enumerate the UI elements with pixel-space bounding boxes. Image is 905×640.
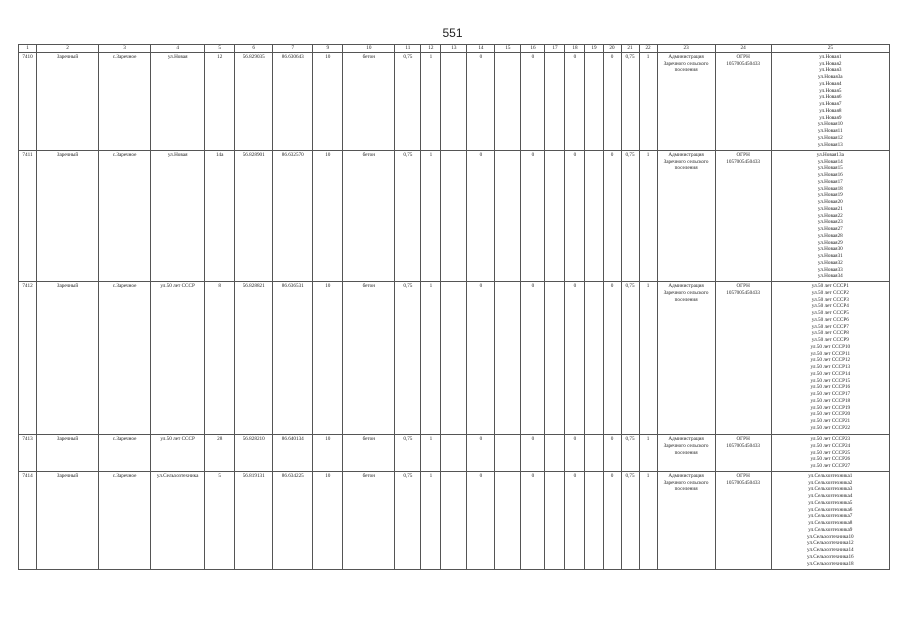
address-item: ул.Новая21	[817, 205, 843, 212]
address-item: ул.50 лет СССР18	[810, 397, 851, 404]
address-item: ул.Сельхозтехника14	[807, 547, 854, 553]
material-cell: бетон	[343, 282, 395, 435]
col22-cell: 1	[639, 150, 657, 281]
house-number-cell: 8	[205, 282, 235, 435]
ogrn-cell	[715, 282, 771, 435]
col12-cell: 1	[421, 52, 441, 150]
address-item: ул.Сельхозтехника1	[808, 472, 853, 479]
column-number: 11	[395, 45, 421, 53]
address-item: ул.Новая13а	[816, 151, 844, 158]
table-row	[19, 471, 890, 569]
address-item: ул.50 лет СССР8	[811, 330, 849, 337]
col18-cell: 0	[565, 282, 585, 435]
locality-cell: с.Заречное	[99, 150, 151, 281]
owner-cell: Администрация Заречного сельского поселения	[657, 435, 715, 472]
address-item: ул.Новая29	[817, 239, 843, 246]
address-item: ул.Новая1	[819, 53, 842, 60]
material-cell: бетон	[343, 435, 395, 472]
col21-cell: 0,75	[621, 435, 639, 472]
latitude-cell: 56.828901	[235, 150, 273, 281]
longitude-cell: 86.640134	[273, 435, 313, 472]
col19-cell	[585, 52, 603, 150]
address-item: ул.Новая30	[817, 246, 843, 253]
col20-cell: 0	[603, 282, 621, 435]
ogrn-label: ОГРН	[736, 53, 750, 60]
column-number-row	[19, 45, 890, 53]
column-number: 25	[771, 45, 889, 53]
col22-cell: 1	[639, 471, 657, 569]
address-item: ул.Сельхозтехника16	[807, 553, 854, 560]
served-addresses-cell	[771, 52, 889, 150]
address-item: ул.50 лет СССР16	[810, 384, 851, 391]
col14-cell: 0	[467, 52, 495, 150]
col19-cell	[585, 435, 603, 472]
address-item: ул.Новая4	[819, 80, 842, 87]
address-item: ул.Сельхозтехника10	[807, 533, 854, 540]
col13-cell	[441, 150, 467, 281]
col11-cell: 0,75	[395, 150, 421, 281]
address-item: ул.50 лет СССР11	[810, 350, 851, 357]
col9-cell: 10	[313, 471, 343, 569]
address-item: ул.Новая7	[819, 101, 842, 107]
address-item: ул.50 лет СССР6	[811, 316, 849, 323]
col18-cell: 0	[565, 435, 585, 472]
col13-cell	[441, 435, 467, 472]
col20-cell: 0	[603, 471, 621, 569]
address-item: ул.50 лет СССР20	[810, 411, 851, 418]
address-item: ул.Новая11	[818, 128, 843, 134]
col12-cell: 1	[421, 435, 441, 472]
ogrn-value: 1057005450433	[726, 442, 760, 449]
col21-cell: 0,75	[621, 471, 639, 569]
col16-cell: 0	[521, 150, 545, 281]
ogrn-value: 1057005450433	[726, 60, 760, 67]
col12-cell: 1	[421, 150, 441, 281]
col19-cell	[585, 282, 603, 435]
address-item: ул.Сельхозтехника4	[808, 493, 853, 499]
col22-cell: 1	[639, 52, 657, 150]
address-item: ул.50 лет СССР22	[810, 424, 851, 431]
col9-cell: 10	[313, 52, 343, 150]
address-item: ул.Новая28	[817, 232, 843, 239]
house-number-cell: 12	[205, 52, 235, 150]
registry-table	[18, 44, 890, 570]
address-item: ул.Сельхозтехника6	[808, 506, 853, 513]
col22-cell: 1	[639, 282, 657, 435]
settlement-cell: Заречный	[37, 471, 99, 569]
address-item: ул.Новая3а	[818, 74, 843, 80]
served-addresses-cell	[771, 150, 889, 281]
street-cell: ул.Сельхозтехника	[151, 471, 205, 569]
column-number: 2	[37, 45, 99, 53]
owner-cell: Администрация Заречного сельского поселения	[657, 52, 715, 150]
col17-cell	[545, 150, 565, 281]
address-item: ул.Сельхозтехника3	[808, 486, 853, 493]
street-cell: ул.Новая	[151, 52, 205, 150]
col22-cell: 1	[639, 435, 657, 472]
col11-cell: 0,75	[395, 435, 421, 472]
material-cell: бетон	[343, 471, 395, 569]
address-item: ул.50 лет СССР17	[810, 391, 851, 397]
col14-cell: 0	[467, 282, 495, 435]
house-number-cell: 14а	[205, 150, 235, 281]
address-item: ул.Новая17	[817, 178, 843, 185]
col15-cell	[495, 150, 521, 281]
address-item: ул.Новая14	[817, 158, 843, 165]
address-item: ул.Новая15	[817, 165, 843, 172]
address-item: ул.Сельхозтехника18	[807, 560, 854, 567]
column-number: 21	[621, 45, 639, 53]
ogrn-label: ОГРН	[736, 283, 750, 289]
column-number: 14	[467, 45, 495, 53]
column-number: 18	[565, 45, 585, 53]
address-item: ул.Новая22	[817, 212, 843, 219]
address-item: ул.50 лет СССР13	[810, 364, 851, 370]
col11-cell: 0,75	[395, 52, 421, 150]
address-item: ул.Новая27	[817, 226, 843, 232]
col20-cell: 0	[603, 150, 621, 281]
col17-cell	[545, 435, 565, 472]
column-number: 16	[521, 45, 545, 53]
ogrn-value: 1057005450433	[726, 479, 760, 486]
owner-cell: Администрация Заречного сельского поселения	[657, 282, 715, 435]
col15-cell	[495, 282, 521, 435]
latitude-cell: 56.828821	[235, 282, 273, 435]
address-item: ул.50 лет СССР9	[811, 337, 849, 343]
address-item: ул.Новая33	[817, 266, 843, 273]
column-number: 3	[99, 45, 151, 53]
col20-cell: 0	[603, 52, 621, 150]
address-item: ул.Новая18	[817, 185, 843, 192]
address-item: ул.50 лет СССР24	[810, 442, 851, 449]
column-number: 4	[151, 45, 205, 53]
column-number: 22	[639, 45, 657, 53]
longitude-cell: 86.632570	[273, 150, 313, 281]
address-item: ул.50 лет СССР4	[811, 303, 849, 310]
col16-cell: 0	[521, 282, 545, 435]
column-number: 17	[545, 45, 565, 53]
row-number: 7414	[19, 471, 37, 569]
col11-cell: 0,75	[395, 282, 421, 435]
row-number: 7410	[19, 52, 37, 150]
settlement-cell: Заречный	[37, 435, 99, 472]
col15-cell	[495, 52, 521, 150]
address-item: ул.50 лет СССР10	[810, 343, 851, 350]
address-item: ул.Новая3	[819, 67, 842, 74]
address-item: ул.Сельхозтехника5	[808, 499, 853, 506]
locality-cell: с.Заречное	[99, 471, 151, 569]
served-addresses-cell	[771, 282, 889, 435]
address-item: ул.50 лет СССР1	[811, 283, 849, 289]
owner-cell: Администрация Заречного сельского поселения	[657, 150, 715, 281]
address-item: ул.Новая9	[819, 114, 842, 121]
address-item: ул.50 лет СССР14	[810, 370, 851, 377]
column-number: 1	[19, 45, 37, 53]
address-item: ул.Новая31	[817, 253, 843, 259]
street-cell: ул.50 лет СССР	[151, 282, 205, 435]
table-row	[19, 150, 890, 281]
row-number: 7412	[19, 282, 37, 435]
column-number: 15	[495, 45, 521, 53]
col9-cell: 10	[313, 282, 343, 435]
col17-cell	[545, 471, 565, 569]
ogrn-label: ОГРН	[736, 436, 750, 442]
ogrn-value: 1057005450433	[726, 289, 760, 296]
col14-cell: 0	[467, 435, 495, 472]
address-item: ул.Новая6	[819, 94, 842, 101]
column-number: 12	[421, 45, 441, 53]
settlement-cell: Заречный	[37, 282, 99, 435]
table-row	[19, 282, 890, 435]
ogrn-label: ОГРН	[736, 472, 750, 479]
column-number: 5	[205, 45, 235, 53]
col17-cell	[545, 282, 565, 435]
address-item: ул.50 лет СССР21	[810, 418, 851, 424]
address-item: ул.50 лет СССР25	[810, 449, 851, 456]
col18-cell: 0	[565, 150, 585, 281]
address-item: ул.50 лет СССР23	[810, 436, 851, 442]
col19-cell	[585, 471, 603, 569]
col18-cell: 0	[565, 471, 585, 569]
col16-cell: 0	[521, 52, 545, 150]
col21-cell: 0,75	[621, 150, 639, 281]
ogrn-label: ОГРН	[736, 151, 750, 158]
col20-cell: 0	[603, 435, 621, 472]
address-item: ул.50 лет СССР27	[810, 463, 851, 469]
address-item: ул.50 лет СССР2	[811, 289, 849, 296]
locality-cell: с.Заречное	[99, 282, 151, 435]
column-number: 19	[585, 45, 603, 53]
address-item: ул.Новая32	[817, 259, 843, 266]
col21-cell: 0,75	[621, 52, 639, 150]
column-number: 10	[343, 45, 395, 53]
address-item: ул.Сельхозтехника2	[808, 479, 853, 486]
house-number-cell: 5	[205, 471, 235, 569]
house-number-cell: 28	[205, 435, 235, 472]
address-item: ул.Сельхозтехника7	[808, 513, 853, 520]
column-number: 13	[441, 45, 467, 53]
latitude-cell: 56.829035	[235, 52, 273, 150]
ogrn-cell	[715, 52, 771, 150]
col13-cell	[441, 471, 467, 569]
address-item: ул.Новая5	[819, 87, 842, 94]
owner-cell: Администрация Заречного сельского поселения	[657, 471, 715, 569]
ogrn-value: 1057005450433	[726, 158, 760, 165]
address-item: ул.Новая10	[817, 121, 843, 128]
address-item: ул.Новая16	[817, 172, 843, 178]
served-addresses-cell	[771, 471, 889, 569]
col17-cell	[545, 52, 565, 150]
address-item: ул.50 лет СССР26	[810, 456, 851, 463]
address-item: ул.Новая12	[817, 134, 843, 141]
column-number: 20	[603, 45, 621, 53]
column-number: 23	[657, 45, 715, 53]
longitude-cell: 86.630643	[273, 52, 313, 150]
material-cell: бетон	[343, 150, 395, 281]
address-item: ул.Новая23	[817, 219, 843, 226]
table-row	[19, 52, 890, 150]
locality-cell: с.Заречное	[99, 435, 151, 472]
address-item: ул.Новая34	[817, 273, 843, 280]
column-number: 9	[313, 45, 343, 53]
col12-cell: 1	[421, 471, 441, 569]
col11-cell: 0,75	[395, 471, 421, 569]
column-number: 6	[235, 45, 273, 53]
col15-cell	[495, 471, 521, 569]
address-item: ул.50 лет СССР5	[811, 310, 849, 316]
longitude-cell: 86.634225	[273, 471, 313, 569]
col13-cell	[441, 52, 467, 150]
page-number: 551	[442, 26, 463, 40]
col13-cell	[441, 282, 467, 435]
col15-cell	[495, 435, 521, 472]
column-number: 7	[273, 45, 313, 53]
col9-cell: 10	[313, 435, 343, 472]
address-item: ул.Новая19	[817, 192, 843, 199]
address-item: ул.Сельхозтехника9	[808, 526, 853, 533]
row-number: 7411	[19, 150, 37, 281]
col14-cell: 0	[467, 471, 495, 569]
locality-cell: с.Заречное	[99, 52, 151, 150]
col14-cell: 0	[467, 150, 495, 281]
address-item: ул.Новая2	[819, 60, 842, 67]
address-item: ул.50 лет СССР19	[810, 404, 851, 411]
settlement-cell: Заречный	[37, 150, 99, 281]
col21-cell: 0,75	[621, 282, 639, 435]
settlement-cell: Заречный	[37, 52, 99, 150]
ogrn-cell	[715, 435, 771, 472]
ogrn-cell	[715, 471, 771, 569]
col19-cell	[585, 150, 603, 281]
address-item: ул.50 лет СССР12	[810, 357, 851, 364]
table-row	[19, 435, 890, 472]
address-item: ул.Сельхозтехника8	[808, 520, 853, 526]
address-item: ул.Сельхозтехника12	[807, 540, 854, 547]
address-item: ул.50 лет СССР7	[811, 323, 849, 330]
col16-cell: 0	[521, 435, 545, 472]
row-number: 7413	[19, 435, 37, 472]
material-cell: бетон	[343, 52, 395, 150]
longitude-cell: 86.636531	[273, 282, 313, 435]
address-item: ул.Новая13	[817, 141, 843, 148]
column-number: 24	[715, 45, 771, 53]
address-item: ул.Новая20	[817, 199, 843, 205]
address-item: ул.Новая8	[819, 107, 842, 114]
ogrn-cell	[715, 150, 771, 281]
served-addresses-cell	[771, 435, 889, 472]
address-item: ул.50 лет СССР3	[811, 296, 849, 303]
col12-cell: 1	[421, 282, 441, 435]
col18-cell: 0	[565, 52, 585, 150]
latitude-cell: 56.819131	[235, 471, 273, 569]
street-cell: ул.50 лет СССР	[151, 435, 205, 472]
street-cell: ул.Новая	[151, 150, 205, 281]
latitude-cell: 56.828210	[235, 435, 273, 472]
address-item: ул.50 лет СССР15	[810, 377, 851, 384]
col16-cell: 0	[521, 471, 545, 569]
col9-cell: 10	[313, 150, 343, 281]
